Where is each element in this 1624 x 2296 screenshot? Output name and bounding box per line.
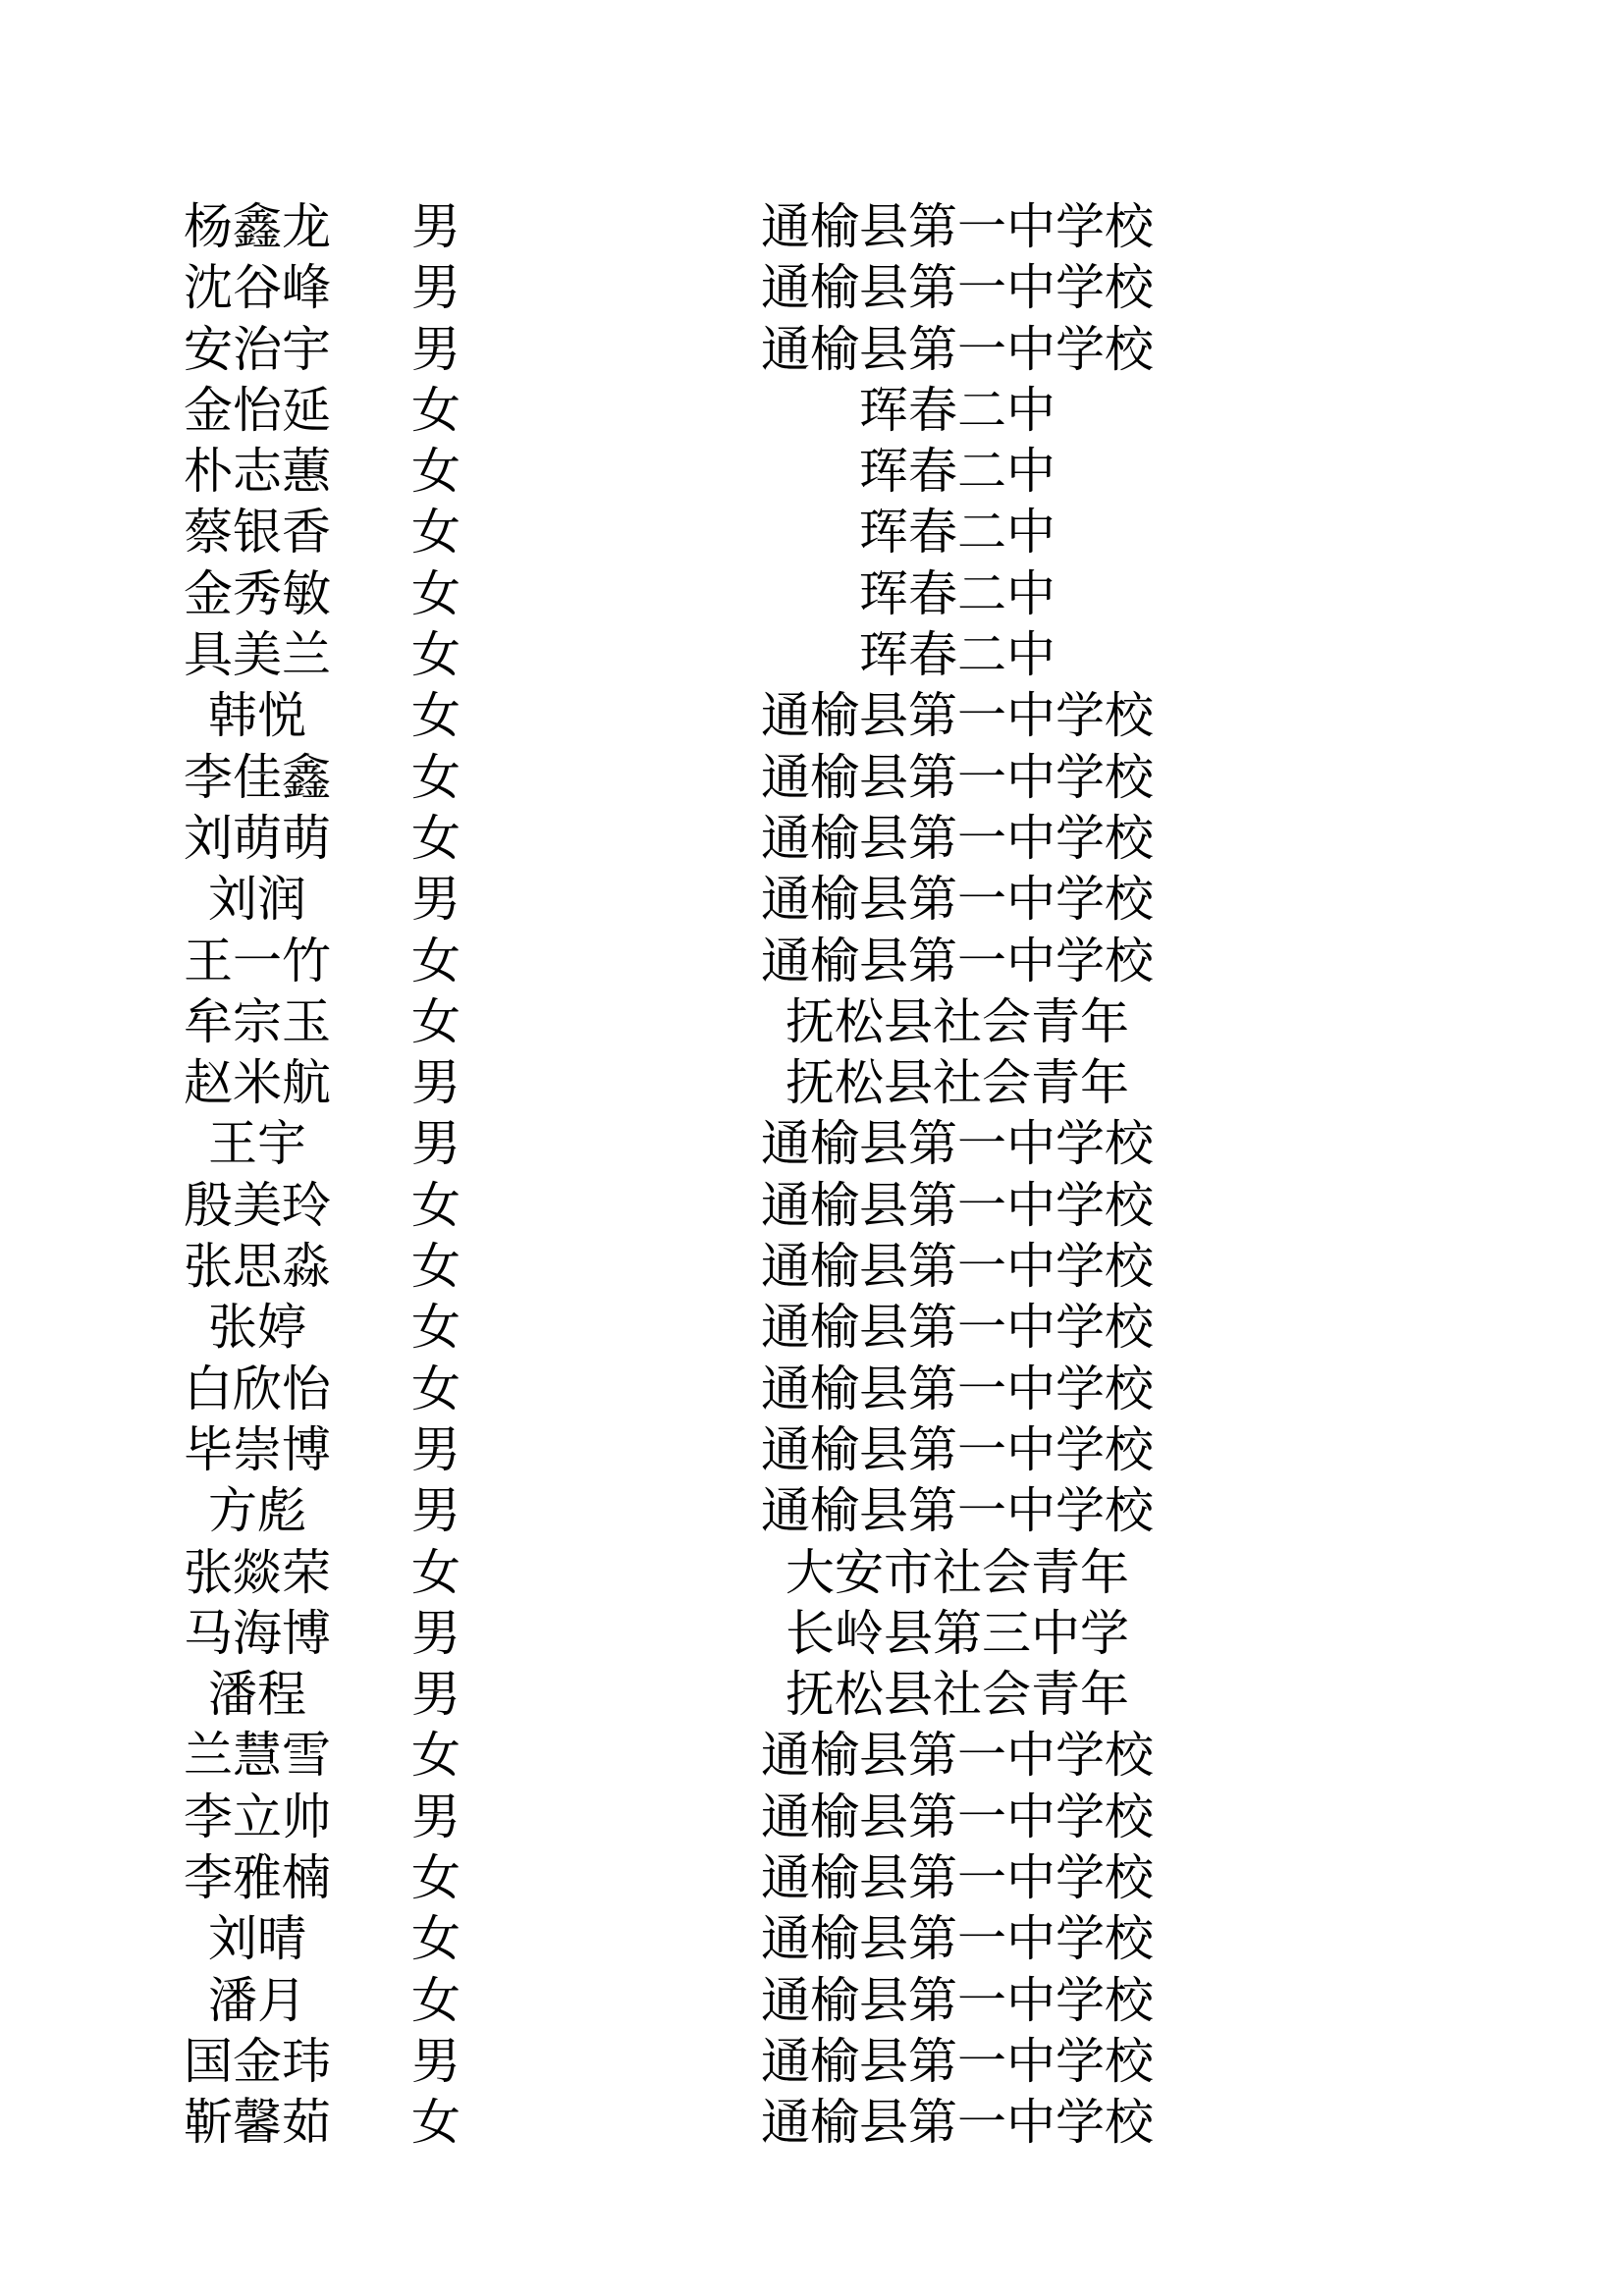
- table-row: [0, 1603, 1624, 1664]
- name-cell: 王一竹: [184, 933, 331, 988]
- gender-cell: 女: [411, 749, 460, 805]
- school-cell: 通榆县第一中学校: [761, 321, 1154, 377]
- table-row: [0, 196, 1624, 257]
- table-row: [0, 2031, 1624, 2092]
- name-cell: 国金玮: [184, 2033, 331, 2089]
- table-row: [0, 1787, 1624, 1847]
- table-row: [0, 257, 1624, 318]
- gender-cell: 女: [411, 627, 460, 683]
- school-cell: 通榆县第一中学校: [761, 1300, 1154, 1356]
- name-cell: 毕崇博: [184, 1421, 331, 1477]
- name-cell: 沈谷峰: [184, 260, 331, 316]
- name-cell: 白欣怡: [184, 1361, 331, 1416]
- school-cell: 通榆县第一中学校: [761, 1116, 1154, 1172]
- gender-cell: 男: [411, 199, 460, 254]
- table-row: [0, 1052, 1624, 1113]
- table-row: [0, 869, 1624, 930]
- roster-table: [0, 196, 1624, 2154]
- name-cell: 韩悦: [208, 688, 306, 744]
- table-row: [0, 624, 1624, 685]
- gender-cell: 男: [411, 321, 460, 377]
- school-cell: 抚松县社会青年: [785, 1055, 1129, 1111]
- name-cell: 张婷: [208, 1300, 306, 1356]
- school-cell: 通榆县第一中学校: [761, 260, 1154, 316]
- name-cell: 具美兰: [184, 627, 331, 683]
- name-cell: 赵米航: [184, 1055, 331, 1111]
- table-row: [0, 1297, 1624, 1358]
- gender-cell: 女: [411, 993, 460, 1049]
- school-cell: 珲春二中: [859, 627, 1056, 683]
- table-row: [0, 1236, 1624, 1297]
- name-cell: 殷美玲: [184, 1177, 331, 1233]
- table-row: [0, 1725, 1624, 1786]
- school-cell: 通榆县第一中学校: [761, 1789, 1154, 1844]
- school-cell: 通榆县第一中学校: [761, 1177, 1154, 1233]
- gender-cell: 男: [411, 1116, 460, 1172]
- school-cell: 通榆县第一中学校: [761, 1361, 1154, 1416]
- name-cell: 兰慧雪: [184, 1728, 331, 1784]
- school-cell: 通榆县第一中学校: [761, 1239, 1154, 1295]
- table-row: [0, 1970, 1624, 2031]
- name-cell: 朴志蕙: [184, 444, 331, 500]
- table-row: [0, 1359, 1624, 1419]
- name-cell: 金怡延: [184, 382, 331, 438]
- gender-cell: 女: [411, 688, 460, 744]
- table-row: [0, 808, 1624, 869]
- gender-cell: 男: [411, 1605, 460, 1661]
- table-row: [0, 931, 1624, 991]
- gender-cell: 男: [411, 872, 460, 928]
- name-cell: 张思淼: [184, 1239, 331, 1295]
- table-row: [0, 1908, 1624, 1969]
- table-row: [0, 563, 1624, 624]
- table-row: [0, 1113, 1624, 1174]
- gender-cell: 女: [411, 505, 460, 561]
- school-cell: 通榆县第一中学校: [761, 810, 1154, 866]
- name-cell: 李雅楠: [184, 1850, 331, 1906]
- gender-cell: 男: [411, 1421, 460, 1477]
- gender-cell: 女: [411, 1239, 460, 1295]
- table-row: [0, 991, 1624, 1052]
- school-cell: 珲春二中: [859, 505, 1056, 561]
- name-cell: 李佳鑫: [184, 749, 331, 805]
- table-row: [0, 380, 1624, 441]
- gender-cell: 女: [411, 1177, 460, 1233]
- school-cell: 通榆县第一中学校: [761, 1972, 1154, 2028]
- table-row: [0, 502, 1624, 562]
- gender-cell: 女: [411, 1361, 460, 1416]
- table-row: [0, 685, 1624, 746]
- gender-cell: 女: [411, 382, 460, 438]
- name-cell: 靳馨茹: [184, 2095, 331, 2151]
- school-cell: 通榆县第一中学校: [761, 2095, 1154, 2151]
- gender-cell: 女: [411, 1300, 460, 1356]
- table-row: [0, 1847, 1624, 1908]
- school-cell: 通榆县第一中学校: [761, 872, 1154, 928]
- name-cell: 刘润: [208, 872, 306, 928]
- table-row: [0, 1175, 1624, 1236]
- school-cell: 通榆县第一中学校: [761, 199, 1154, 254]
- name-cell: 王宇: [208, 1116, 306, 1172]
- name-cell: 安治宇: [184, 321, 331, 377]
- name-cell: 潘程: [208, 1667, 306, 1723]
- gender-cell: 女: [411, 1544, 460, 1600]
- gender-cell: 男: [411, 260, 460, 316]
- name-cell: 刘萌萌: [184, 810, 331, 866]
- school-cell: 通榆县第一中学校: [761, 1728, 1154, 1784]
- school-cell: 抚松县社会青年: [785, 1667, 1129, 1723]
- school-cell: 大安市社会青年: [785, 1544, 1129, 1600]
- name-cell: 张燚荣: [184, 1544, 331, 1600]
- gender-cell: 女: [411, 2095, 460, 2151]
- table-row: [0, 2092, 1624, 2153]
- table-row: [0, 747, 1624, 808]
- school-cell: 抚松县社会青年: [785, 993, 1129, 1049]
- name-cell: 刘晴: [208, 1911, 306, 1967]
- gender-cell: 女: [411, 444, 460, 500]
- name-cell: 金秀敏: [184, 565, 331, 621]
- school-cell: 珲春二中: [859, 382, 1056, 438]
- school-cell: 长岭县第三中学: [785, 1605, 1129, 1661]
- school-cell: 珲春二中: [859, 444, 1056, 500]
- gender-cell: 女: [411, 1972, 460, 2028]
- gender-cell: 男: [411, 1667, 460, 1723]
- gender-cell: 女: [411, 810, 460, 866]
- school-cell: 通榆县第一中学校: [761, 1911, 1154, 1967]
- name-cell: 方彪: [208, 1483, 306, 1539]
- gender-cell: 女: [411, 565, 460, 621]
- name-cell: 牟宗玉: [184, 993, 331, 1049]
- school-cell: 通榆县第一中学校: [761, 933, 1154, 988]
- school-cell: 通榆县第一中学校: [761, 2033, 1154, 2089]
- name-cell: 杨鑫龙: [184, 199, 331, 254]
- school-cell: 通榆县第一中学校: [761, 688, 1154, 744]
- table-row: [0, 1664, 1624, 1725]
- gender-cell: 男: [411, 2033, 460, 2089]
- school-cell: 珲春二中: [859, 565, 1056, 621]
- table-row: [0, 441, 1624, 502]
- school-cell: 通榆县第一中学校: [761, 1483, 1154, 1539]
- table-row: [0, 1480, 1624, 1541]
- gender-cell: 男: [411, 1055, 460, 1111]
- table-row: [0, 1542, 1624, 1603]
- gender-cell: 女: [411, 1728, 460, 1784]
- gender-cell: 男: [411, 1789, 460, 1844]
- gender-cell: 女: [411, 1850, 460, 1906]
- name-cell: 李立帅: [184, 1789, 331, 1844]
- school-cell: 通榆县第一中学校: [761, 1850, 1154, 1906]
- table-row: [0, 319, 1624, 380]
- gender-cell: 男: [411, 1483, 460, 1539]
- name-cell: 蔡银香: [184, 505, 331, 561]
- gender-cell: 女: [411, 1911, 460, 1967]
- name-cell: 潘月: [208, 1972, 306, 2028]
- table-row: [0, 1419, 1624, 1480]
- name-cell: 马海博: [184, 1605, 331, 1661]
- gender-cell: 女: [411, 933, 460, 988]
- school-cell: 通榆县第一中学校: [761, 1421, 1154, 1477]
- school-cell: 通榆县第一中学校: [761, 749, 1154, 805]
